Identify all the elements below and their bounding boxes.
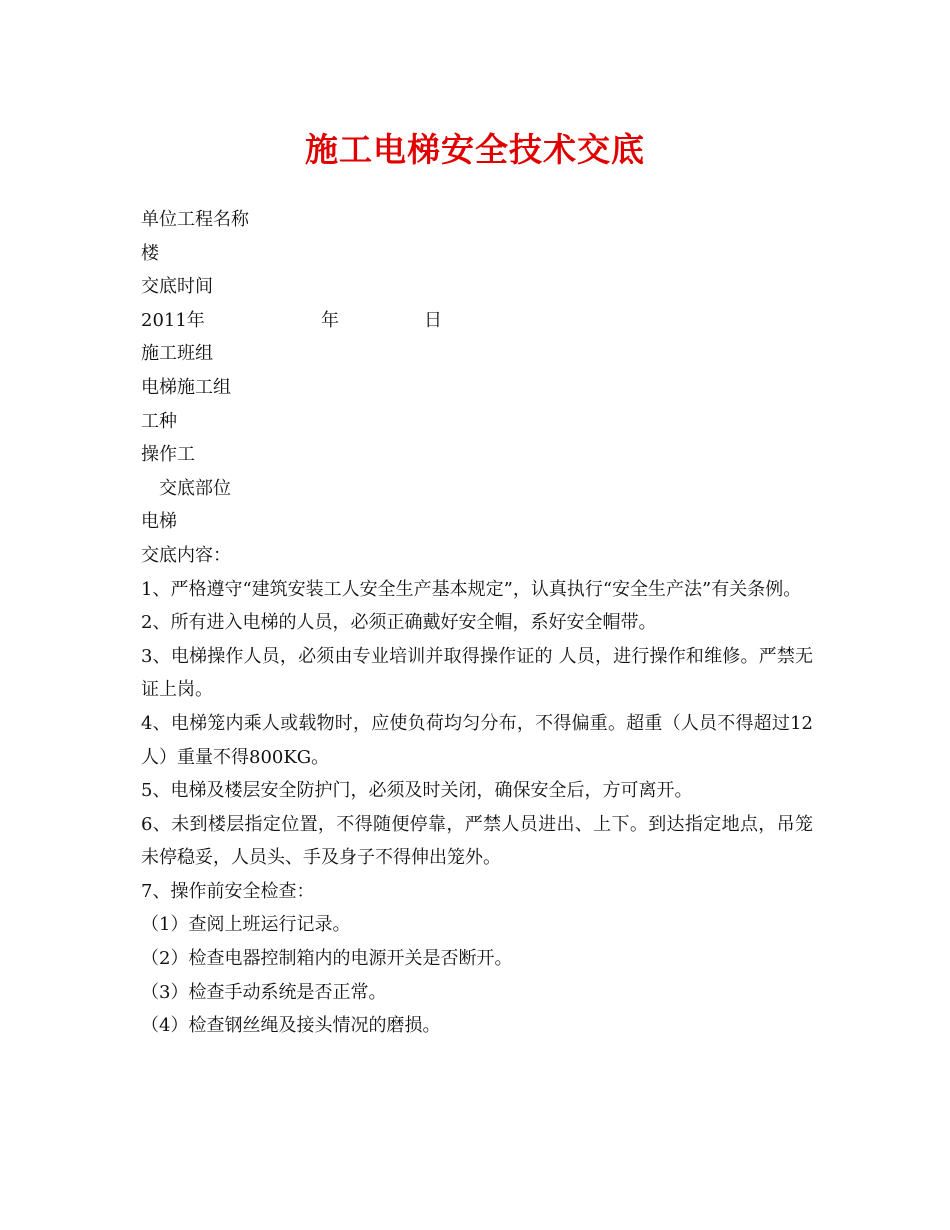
item-1: 1、严格遵守“建筑安装工人安全生产基本规定”，认真执行“安全生产法”有关条例。 <box>141 578 802 600</box>
part-label: 交底部位 <box>159 477 231 499</box>
document-body <box>141 203 813 1043</box>
team-label: 施工班组 <box>141 343 213 365</box>
time-label: 交底时间 <box>141 276 213 298</box>
item-2: 2、所有进入电梯的人员，必须正确戴好安全帽，系好安全帽带。 <box>141 612 657 634</box>
item-4: 4、电梯笼内乘人或载物时，应使负荷均匀分布，不得偏重。超重（人员不得超过12人）重量不得800KG。 <box>141 712 813 768</box>
trade-label: 工种 <box>141 410 177 432</box>
date-month: 年 <box>321 309 339 331</box>
item-5: 5、电梯及楼层安全防护门，必须及时关闭，确保安全后，方可离开。 <box>141 780 693 802</box>
date-line <box>141 304 813 338</box>
subitem-3: （3）检查手动系统是否正常。 <box>141 981 387 1003</box>
item-3: 3、电梯操作人员，必须由专业培训并取得操作证的 人员，进行操作和维修。严禁无证上岗。 <box>141 645 813 701</box>
item-7: 7、操作前安全检查： <box>141 880 315 902</box>
team-value: 电梯施工组 <box>141 376 231 398</box>
document-title: 施工电梯安全技术交底 <box>305 130 645 169</box>
date-day: 日 <box>424 309 442 331</box>
date-year: 2011年 <box>141 309 205 331</box>
project-value: 楼 <box>141 242 159 264</box>
project-label: 单位工程名称 <box>141 209 249 230</box>
subitem-4: （4）检查钢丝绳及接头情况的磨损。 <box>141 1015 441 1037</box>
content-label: 交底内容： <box>141 544 231 566</box>
part-value: 电梯 <box>141 511 177 533</box>
trade-value: 操作工 <box>141 444 195 466</box>
subitem-1: （1）查阅上班运行记录。 <box>141 914 351 936</box>
item-6: 6、未到楼层指定位置，不得随便停靠，严禁人员进出、上下。到达指定地点，吊笼未停稳妥，人员头、手及身子不得伸出笼外。 <box>141 813 813 869</box>
subitem-2: （2）检查电器控制箱内的电源开关是否断开。 <box>141 948 513 970</box>
